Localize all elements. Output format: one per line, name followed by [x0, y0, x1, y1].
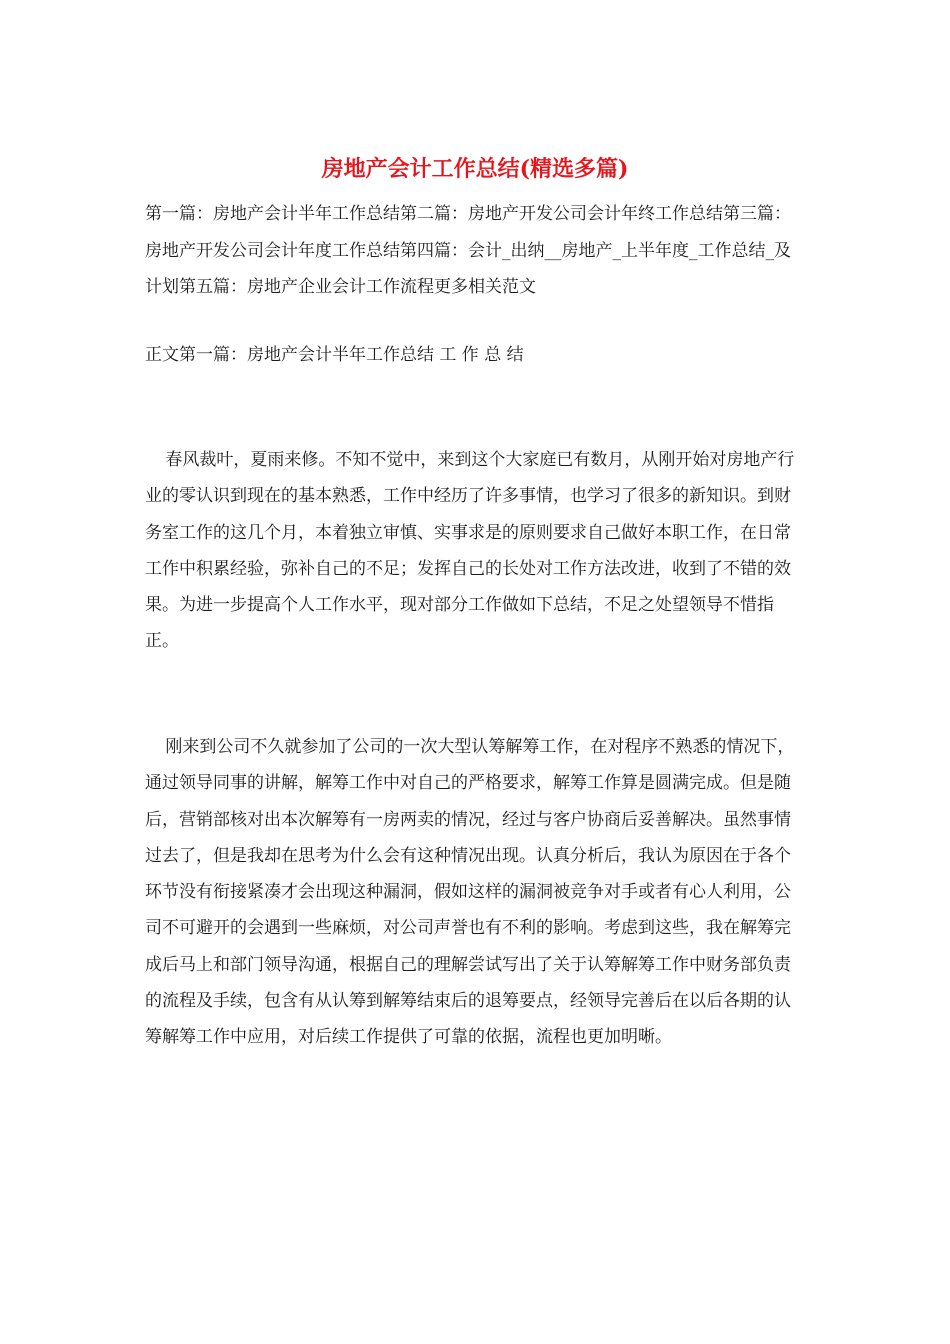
- body-paragraph-1: 春风裁叶，夏雨来修。不知不觉中，来到这个大家庭已有数月，从刚开始对房地产行业的零认识到现在的基本熟悉，工作中经历了许多事情，也学习了很多的新知识。到财务室工作的这几个月，本着独立审慎、实事求是的原则要求自己做好本职工作，在日常工作中积累经验，弥补自己的不足；发挥自己的长处对工作方法改进，收到了不错的效果。为进一步提高个人工作水平，现对部分工作做如下总结，不足之处望领导不惜指正。: [145, 450, 795, 652]
- document-title: 房地产会计工作总结(精选多篇): [321, 156, 629, 182]
- body-intro-line: 正文第一篇：房地产会计半年工作总结 工 作 总 结: [145, 345, 524, 365]
- table-of-contents: 第一篇：房地产会计半年工作总结第二篇：房地产开发公司会计年终工作总结第三篇：房地产开发公司会计年度工作总结第四篇：会计_出纳__房地产_上半年度_工作总结_及计划第五篇：房地产企业会计工作流程更多相关范文: [145, 204, 791, 297]
- body-paragraph-2: 刚来到公司不久就参加了公司的一次大型认筹解筹工作，在对程序不熟悉的情况下，通过领导同事的讲解，解筹工作中对自己的严格要求，解筹工作算是圆满完成。但是随后，营销部核对出本次解筹有一房两卖的情况，经过与客户协商后妥善解决。虽然事情过去了，但是我却在思考为什么会有这种情况出现。认真分析后，我认为原因在于各个环节没有衔接紧凑才会出现这种漏洞，假如这样的漏洞被竞争对手或者有心人利用，公司不可避开的会遇到一些麻烦，对公司声誉也有不利的影响。考虑到这些，我在解筹完成后马上和部门领导沟通，根据自己的理解尝试写出了关于认筹解筹工作中财务部负责的流程及手续，包含有从认筹到解筹结束后的退筹要点，经领导完善后在以后各期的认筹解筹工作中应用，对后续工作提供了可靠的依据，流程也更加明晰。: [145, 737, 795, 1048]
